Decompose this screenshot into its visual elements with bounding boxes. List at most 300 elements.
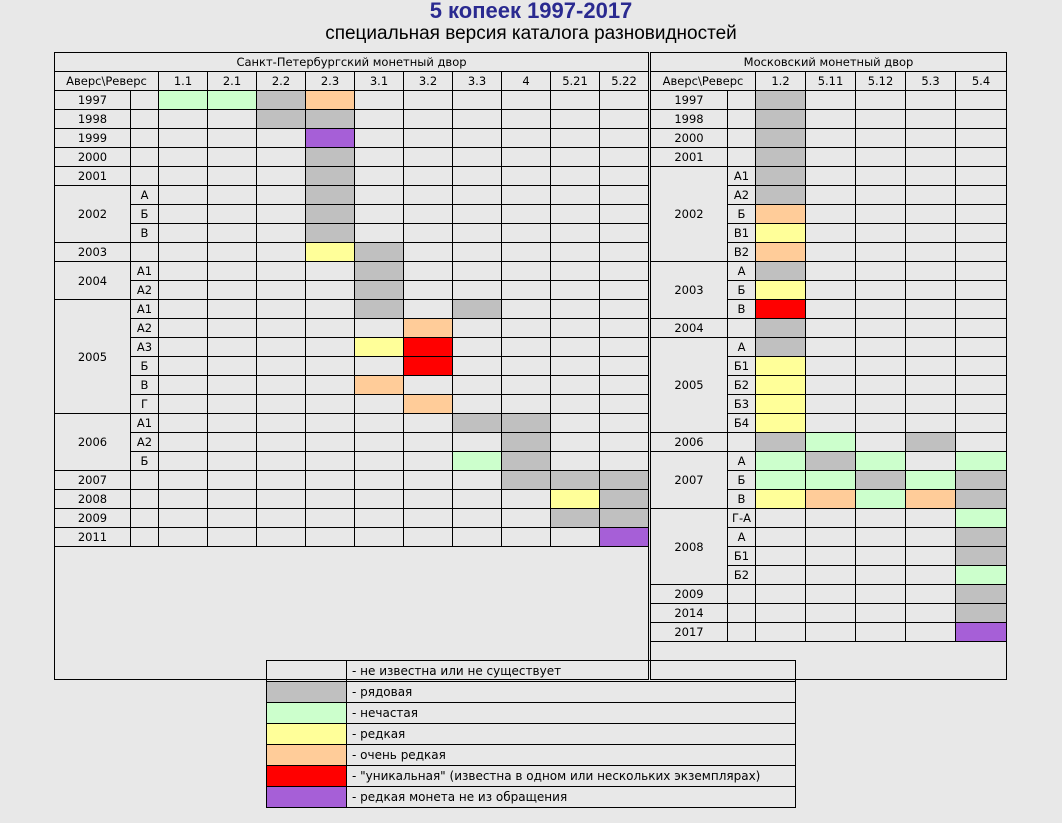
legend-swatch <box>267 766 347 787</box>
rarity-cell <box>257 91 306 110</box>
rarity-cell <box>806 604 856 623</box>
rarity-cell <box>756 376 806 395</box>
rarity-cell <box>208 167 257 186</box>
rarity-cell <box>756 604 806 623</box>
variant-cell: В <box>131 376 159 395</box>
rarity-cell <box>806 281 856 300</box>
reverse-header: 3.1 <box>355 72 404 91</box>
rarity-cell <box>956 376 1007 395</box>
rarity-cell <box>806 338 856 357</box>
table-row <box>55 300 649 319</box>
rarity-cell <box>306 91 355 110</box>
rarity-cell <box>856 395 906 414</box>
rarity-cell <box>856 186 906 205</box>
table-row <box>651 129 1007 148</box>
variant-cell <box>728 91 756 110</box>
rarity-cell <box>806 357 856 376</box>
rarity-cell <box>208 110 257 129</box>
rarity-cell <box>159 452 208 471</box>
obverse-reverse-header: Аверс\Реверс <box>651 72 756 91</box>
rarity-cell <box>756 547 806 566</box>
legend-swatch <box>267 703 347 724</box>
rarity-cell <box>600 300 649 319</box>
rarity-cell <box>806 471 856 490</box>
rarity-cell <box>355 414 404 433</box>
rarity-cell <box>756 566 806 585</box>
rarity-cell <box>856 547 906 566</box>
rarity-cell <box>502 319 551 338</box>
rarity-cell <box>159 262 208 281</box>
rarity-cell <box>159 338 208 357</box>
rarity-cell <box>355 300 404 319</box>
legend-label: - рядовая <box>347 682 796 703</box>
year-cell: 2008 <box>55 490 131 509</box>
rarity-cell <box>257 490 306 509</box>
rarity-cell <box>600 148 649 167</box>
year-cell: 2009 <box>55 509 131 528</box>
rarity-cell <box>502 110 551 129</box>
rarity-cell <box>906 357 956 376</box>
table-row <box>651 319 1007 338</box>
rarity-cell <box>257 338 306 357</box>
year-cell: 2000 <box>55 148 131 167</box>
rarity-cell <box>208 91 257 110</box>
rarity-cell <box>257 319 306 338</box>
table-row <box>651 433 1007 452</box>
rarity-cell <box>906 338 956 357</box>
rarity-cell <box>257 224 306 243</box>
rarity-cell <box>756 414 806 433</box>
rarity-cell <box>208 528 257 547</box>
rarity-cell <box>806 91 856 110</box>
table-row <box>55 490 649 509</box>
rarity-cell <box>551 129 600 148</box>
rarity-cell <box>600 186 649 205</box>
rarity-cell <box>257 129 306 148</box>
variant-cell: А1 <box>131 262 159 281</box>
rarity-cell <box>756 129 806 148</box>
variant-cell: Б <box>728 205 756 224</box>
rarity-cell <box>956 433 1007 452</box>
table-row <box>651 167 1007 186</box>
legend-swatch <box>267 745 347 766</box>
rarity-cell <box>404 281 453 300</box>
rarity-cell <box>956 623 1007 642</box>
rarity-cell <box>551 338 600 357</box>
variant-cell <box>131 91 159 110</box>
rarity-cell <box>208 319 257 338</box>
reverse-header: 5.3 <box>906 72 956 91</box>
rarity-cell <box>257 186 306 205</box>
legend-label: - не известна или не существует <box>347 661 796 682</box>
rarity-cell <box>355 281 404 300</box>
variant-cell: А2 <box>131 433 159 452</box>
rarity-cell <box>306 205 355 224</box>
year-cell: 2004 <box>55 262 131 300</box>
rarity-cell <box>806 167 856 186</box>
reverse-header: 5.12 <box>856 72 906 91</box>
variant-cell <box>131 148 159 167</box>
rarity-cell <box>906 91 956 110</box>
rarity-cell <box>453 471 502 490</box>
rarity-cell <box>453 338 502 357</box>
rarity-cell <box>502 205 551 224</box>
rarity-cell <box>856 414 906 433</box>
obverse-reverse-header: Аверс\Реверс <box>55 72 159 91</box>
year-cell: 2017 <box>651 623 728 642</box>
rarity-cell <box>257 414 306 433</box>
rarity-cell <box>906 395 956 414</box>
rarity-cell <box>453 319 502 338</box>
reverse-header: 5.4 <box>956 72 1007 91</box>
variant-cell <box>728 319 756 338</box>
rarity-cell <box>756 490 806 509</box>
table-row <box>55 376 649 395</box>
rarity-cell <box>756 91 806 110</box>
rarity-cell <box>208 148 257 167</box>
legend-swatch <box>267 724 347 745</box>
table-row <box>55 433 649 452</box>
rarity-cell <box>600 243 649 262</box>
rarity-cell <box>404 528 453 547</box>
rarity-cell <box>856 376 906 395</box>
rarity-cell <box>453 395 502 414</box>
rarity-cell <box>306 300 355 319</box>
rarity-cell <box>306 414 355 433</box>
year-cell: 2005 <box>651 338 728 433</box>
rarity-cell <box>551 452 600 471</box>
rarity-cell <box>756 395 806 414</box>
table-row <box>55 167 649 186</box>
variant-cell <box>131 490 159 509</box>
rarity-cell <box>404 205 453 224</box>
rarity-cell <box>306 129 355 148</box>
rarity-cell <box>453 91 502 110</box>
rarity-cell <box>208 129 257 148</box>
year-cell: 2006 <box>651 433 728 452</box>
variant-cell: А <box>728 528 756 547</box>
rarity-cell <box>856 224 906 243</box>
variant-cell: В <box>131 224 159 243</box>
rarity-cell <box>257 167 306 186</box>
rarity-cell <box>756 433 806 452</box>
rarity-cell <box>856 471 906 490</box>
rarity-cell <box>453 243 502 262</box>
rarity-cell <box>404 395 453 414</box>
rarity-cell <box>600 224 649 243</box>
variant-cell: Б2 <box>728 566 756 585</box>
rarity-cell <box>257 395 306 414</box>
reverse-header: 1.1 <box>159 72 208 91</box>
rarity-cell <box>906 471 956 490</box>
rarity-cell <box>806 262 856 281</box>
table-row <box>651 509 1007 528</box>
mint-name: Санкт-Петербургский монетный двор <box>55 53 649 72</box>
rarity-cell <box>956 585 1007 604</box>
variant-cell: А2 <box>131 281 159 300</box>
rarity-cell <box>956 452 1007 471</box>
rarity-cell <box>756 509 806 528</box>
rarity-cell <box>159 224 208 243</box>
rarity-cell <box>208 300 257 319</box>
rarity-cell <box>856 623 906 642</box>
legend-swatch <box>267 661 347 682</box>
rarity-cell <box>502 395 551 414</box>
rarity-cell <box>806 300 856 319</box>
variant-cell <box>131 528 159 547</box>
rarity-cell <box>159 357 208 376</box>
table-row <box>55 224 649 243</box>
rarity-cell <box>502 129 551 148</box>
rarity-cell <box>355 243 404 262</box>
rarity-cell <box>756 262 806 281</box>
legend-label: - очень редкая <box>347 745 796 766</box>
variant-cell <box>131 471 159 490</box>
rarity-cell <box>856 566 906 585</box>
rarity-cell <box>956 262 1007 281</box>
rarity-cell <box>355 167 404 186</box>
table-row <box>55 110 649 129</box>
rarity-cell <box>856 357 906 376</box>
rarity-cell <box>600 490 649 509</box>
variant-cell: А <box>131 186 159 205</box>
rarity-cell <box>906 129 956 148</box>
variant-cell: А <box>728 338 756 357</box>
rarity-cell <box>906 186 956 205</box>
rarity-cell <box>502 433 551 452</box>
rarity-cell <box>355 490 404 509</box>
rarity-cell <box>756 167 806 186</box>
rarity-cell <box>906 604 956 623</box>
rarity-cell <box>806 585 856 604</box>
rarity-cell <box>159 528 208 547</box>
rarity-cell <box>856 205 906 224</box>
rarity-cell <box>906 243 956 262</box>
rarity-cell <box>551 224 600 243</box>
rarity-cell <box>502 300 551 319</box>
rarity-cell <box>600 281 649 300</box>
rarity-cell <box>404 243 453 262</box>
rarity-cell <box>600 205 649 224</box>
variant-cell <box>131 129 159 148</box>
rarity-cell <box>856 433 906 452</box>
rarity-cell <box>159 490 208 509</box>
variant-cell: В1 <box>728 224 756 243</box>
rarity-cell <box>806 186 856 205</box>
rarity-cell <box>756 186 806 205</box>
rarity-cell <box>159 471 208 490</box>
rarity-cell <box>551 528 600 547</box>
rarity-cell <box>806 319 856 338</box>
spb-mint-table <box>54 52 649 680</box>
legend-label: - редкая <box>347 724 796 745</box>
rarity-cell <box>355 338 404 357</box>
rarity-cell <box>956 205 1007 224</box>
year-cell: 2011 <box>55 528 131 547</box>
table-row <box>55 509 649 528</box>
variant-cell: Г-А <box>728 509 756 528</box>
year-cell: 2002 <box>55 186 131 243</box>
variant-cell: А1 <box>728 167 756 186</box>
table-row <box>55 205 649 224</box>
page-title: 5 копеек 1997-2017 <box>429 0 633 23</box>
rarity-cell <box>551 357 600 376</box>
rarity-cell <box>956 566 1007 585</box>
rarity-cell <box>600 528 649 547</box>
variant-cell: А1 <box>131 300 159 319</box>
rarity-cell <box>906 433 956 452</box>
variant-cell <box>728 110 756 129</box>
rarity-cell <box>355 319 404 338</box>
year-cell: 2008 <box>651 509 728 585</box>
rarity-cell <box>453 262 502 281</box>
rarity-cell <box>306 186 355 205</box>
rarity-cell <box>306 471 355 490</box>
rarity-cell <box>756 471 806 490</box>
rarity-cell <box>856 129 906 148</box>
rarity-cell <box>856 509 906 528</box>
table-row <box>651 148 1007 167</box>
rarity-cell <box>956 471 1007 490</box>
rarity-cell <box>355 205 404 224</box>
rarity-cell <box>208 395 257 414</box>
rarity-cell <box>208 490 257 509</box>
rarity-cell <box>257 243 306 262</box>
rarity-cell <box>756 452 806 471</box>
variant-cell <box>131 110 159 129</box>
rarity-cell <box>502 414 551 433</box>
rarity-cell <box>906 528 956 547</box>
year-cell: 2002 <box>651 167 728 262</box>
rarity-cell <box>806 414 856 433</box>
year-cell: 2006 <box>55 414 131 471</box>
rarity-cell <box>551 262 600 281</box>
rarity-cell <box>856 604 906 623</box>
rarity-cell <box>502 471 551 490</box>
rarity-cell <box>906 623 956 642</box>
year-cell: 1998 <box>55 110 131 129</box>
rarity-cell <box>453 167 502 186</box>
rarity-cell <box>208 338 257 357</box>
rarity-cell <box>502 376 551 395</box>
rarity-cell <box>404 91 453 110</box>
reverse-header: 1.2 <box>756 72 806 91</box>
rarity-cell <box>806 547 856 566</box>
variant-cell: В <box>728 490 756 509</box>
rarity-cell <box>257 148 306 167</box>
rarity-cell <box>355 471 404 490</box>
rarity-cell <box>600 414 649 433</box>
table-row <box>651 452 1007 471</box>
rarity-cell <box>956 528 1007 547</box>
page-subtitle: специальная версия каталога разновидностей <box>325 23 737 44</box>
table-row <box>55 357 649 376</box>
rarity-cell <box>159 91 208 110</box>
reverse-header: 5.21 <box>551 72 600 91</box>
variant-cell <box>728 129 756 148</box>
rarity-cell <box>404 148 453 167</box>
rarity-cell <box>600 376 649 395</box>
rarity-cell <box>355 91 404 110</box>
table-row <box>651 623 1007 642</box>
rarity-cell <box>453 357 502 376</box>
rarity-cell <box>159 414 208 433</box>
rarity-cell <box>453 433 502 452</box>
rarity-cell <box>502 357 551 376</box>
variant-cell: Б2 <box>728 376 756 395</box>
year-cell: 2000 <box>651 129 728 148</box>
year-cell: 1997 <box>55 91 131 110</box>
rarity-cell <box>306 452 355 471</box>
variant-cell <box>728 604 756 623</box>
rarity-cell <box>600 91 649 110</box>
rarity-cell <box>806 452 856 471</box>
rarity-cell <box>756 528 806 547</box>
rarity-cell <box>306 509 355 528</box>
rarity-cell <box>404 452 453 471</box>
table-row <box>55 452 649 471</box>
rarity-cell <box>906 585 956 604</box>
rarity-cell <box>453 414 502 433</box>
rarity-cell <box>906 262 956 281</box>
rarity-cell <box>906 376 956 395</box>
rarity-cell <box>956 300 1007 319</box>
variant-cell <box>728 433 756 452</box>
rarity-cell <box>806 395 856 414</box>
rarity-cell <box>756 205 806 224</box>
rarity-cell <box>453 110 502 129</box>
rarity-cell <box>856 148 906 167</box>
table-row <box>651 91 1007 110</box>
rarity-cell <box>600 395 649 414</box>
rarity-cell <box>453 528 502 547</box>
rarity-cell <box>159 395 208 414</box>
variant-cell: А2 <box>728 186 756 205</box>
reverse-header: 4 <box>502 72 551 91</box>
rarity-cell <box>453 205 502 224</box>
rarity-cell <box>756 300 806 319</box>
rarity-cell <box>906 281 956 300</box>
rarity-cell <box>502 262 551 281</box>
rarity-cell <box>600 319 649 338</box>
rarity-cell <box>806 376 856 395</box>
rarity-cell <box>257 433 306 452</box>
rarity-cell <box>355 376 404 395</box>
rarity-cell <box>600 167 649 186</box>
year-cell: 2007 <box>651 452 728 509</box>
rarity-cell <box>551 110 600 129</box>
rarity-cell <box>756 338 806 357</box>
year-cell: 1998 <box>651 110 728 129</box>
rarity-cell <box>404 167 453 186</box>
rarity-cell <box>906 509 956 528</box>
rarity-cell <box>257 471 306 490</box>
reverse-header: 2.1 <box>208 72 257 91</box>
rarity-cell <box>906 547 956 566</box>
table-row <box>55 243 649 262</box>
rarity-cell <box>502 91 551 110</box>
variant-cell: А <box>728 262 756 281</box>
rarity-cell <box>806 623 856 642</box>
variant-cell: Б <box>131 452 159 471</box>
rarity-cell <box>502 167 551 186</box>
rarity-cell <box>956 547 1007 566</box>
rarity-cell <box>355 452 404 471</box>
rarity-cell <box>956 319 1007 338</box>
legend-label: - нечастая <box>347 703 796 724</box>
variant-cell: В <box>728 300 756 319</box>
rarity-cell <box>956 414 1007 433</box>
